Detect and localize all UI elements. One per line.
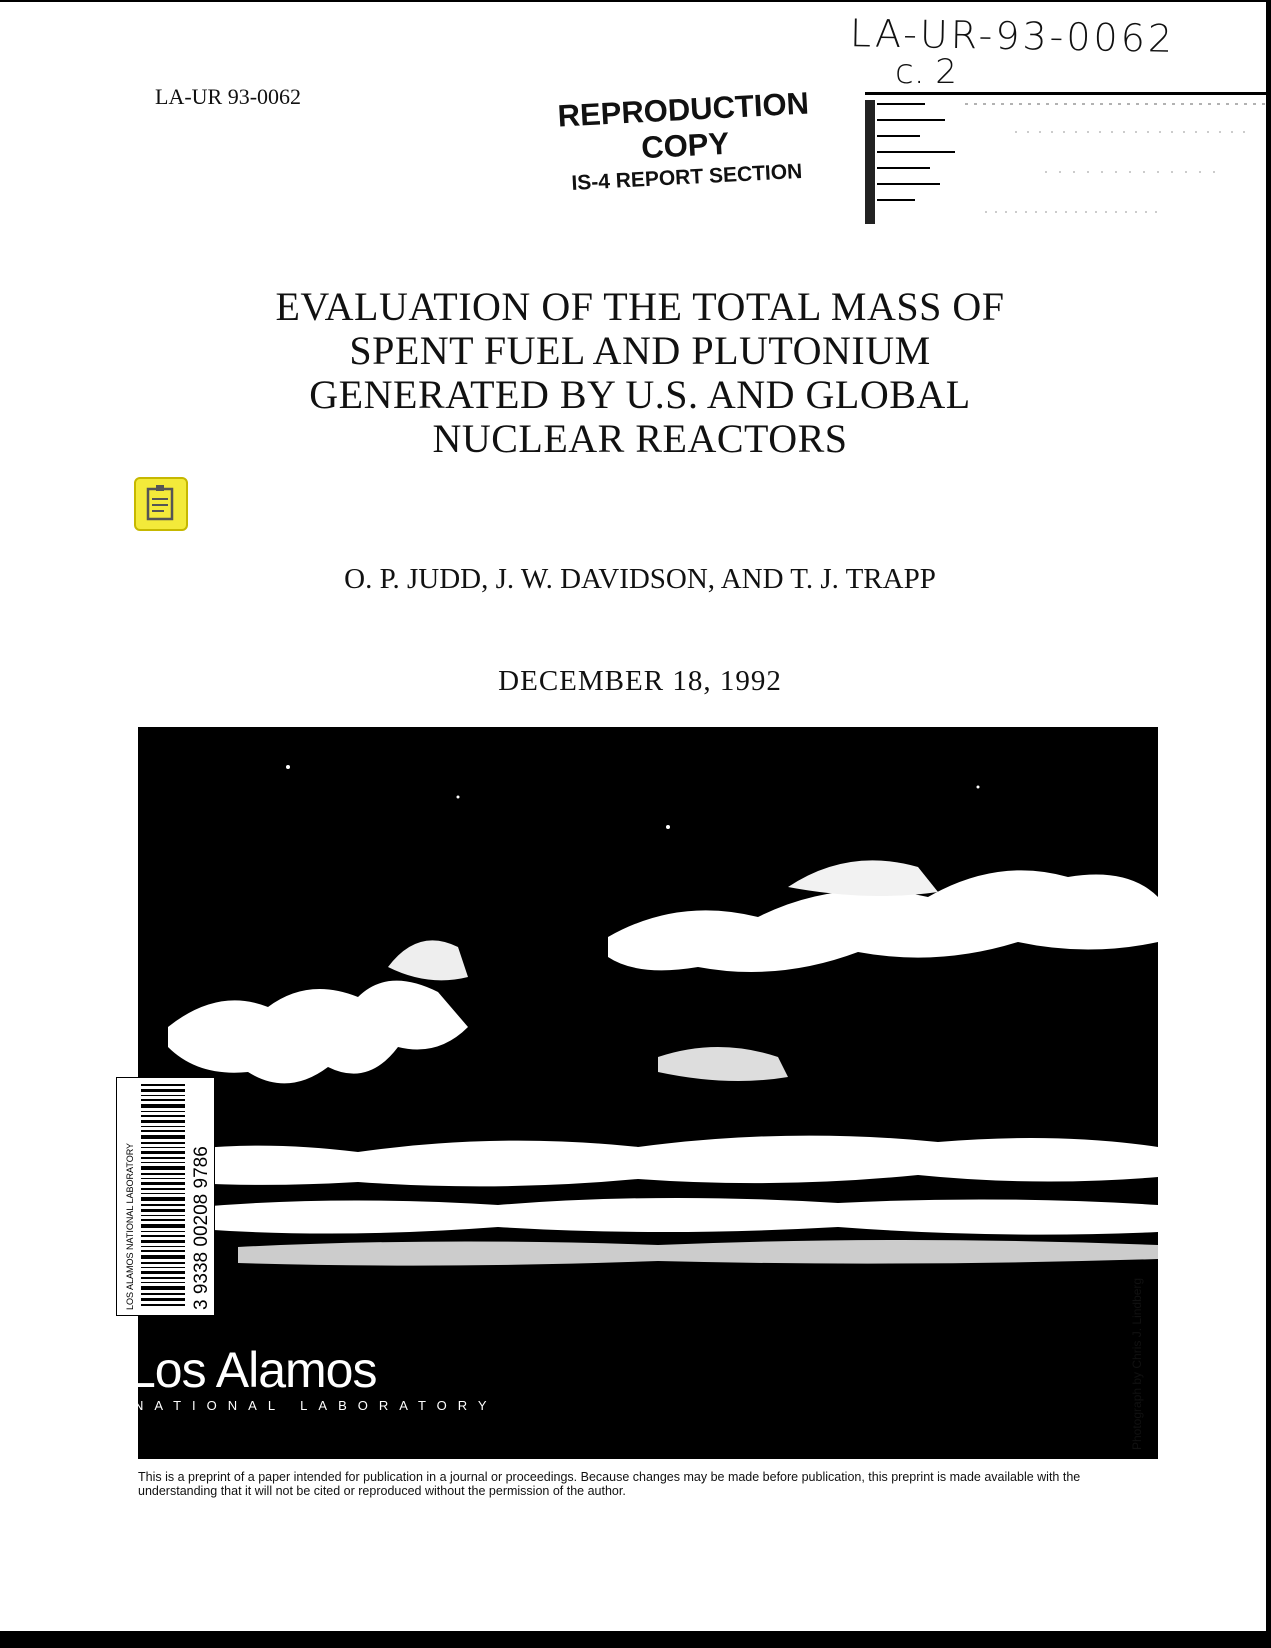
publication-date: DECEMBER 18, 1992 [498, 665, 782, 697]
stamp-line-3: IS-4 REPORT SECTION [570, 159, 803, 195]
note-glyph-icon [136, 479, 186, 529]
handwritten-report-number: LA-UR-93-0062 [849, 11, 1176, 61]
report-number: LA-UR 93-0062 [155, 84, 302, 109]
title-line-2: SPENT FUEL AND PLUTONIUM [349, 328, 931, 373]
photo-credit: Photograph by Chris J. Lindberg [1130, 1277, 1144, 1450]
barcode-bars [117, 1078, 214, 1315]
lab-logo-name: Los Alamos [128, 1342, 377, 1398]
title-line-3: GENERATED BY U.S. AND GLOBAL [309, 372, 971, 417]
stamp-scan-lines [865, 92, 1270, 232]
title-line-1: EVALUATION OF THE TOTAL MASS OF [275, 284, 1005, 329]
barcode-number: 3 9338 00208 9786 [191, 1146, 212, 1310]
lab-logo-subtitle: NATIONAL LABORATORY [134, 1398, 498, 1413]
reproduction-stamp [518, 83, 853, 200]
handwritten-copy-number: c. 2 [895, 52, 957, 92]
page-bottom-bar [0, 1631, 1271, 1648]
stamp-line-1: REPRODUCTION [556, 85, 810, 134]
page-top-border [0, 0, 1271, 2]
title-line-4: NUCLEAR REACTORS [432, 416, 848, 461]
authors: O. P. JUDD, J. W. DAVIDSON, AND T. J. TRAPP [344, 563, 936, 595]
page-right-border [1266, 0, 1271, 1648]
annotation-note-icon[interactable] [134, 477, 188, 531]
preprint-disclaimer: This is a preprint of a paper intended for publication in a journal or proceedings. Because changes may be made before publication, this preprint is made available with the understanding that it will not be cited or reproduced without the permission of the author. [138, 1470, 1081, 1498]
stamp-line-2: COPY [640, 125, 730, 166]
library-barcode [116, 1077, 215, 1316]
barcode-label: LOS ALAMOS NATIONAL LABORATORY [125, 1142, 135, 1310]
document-title [150, 285, 1130, 461]
